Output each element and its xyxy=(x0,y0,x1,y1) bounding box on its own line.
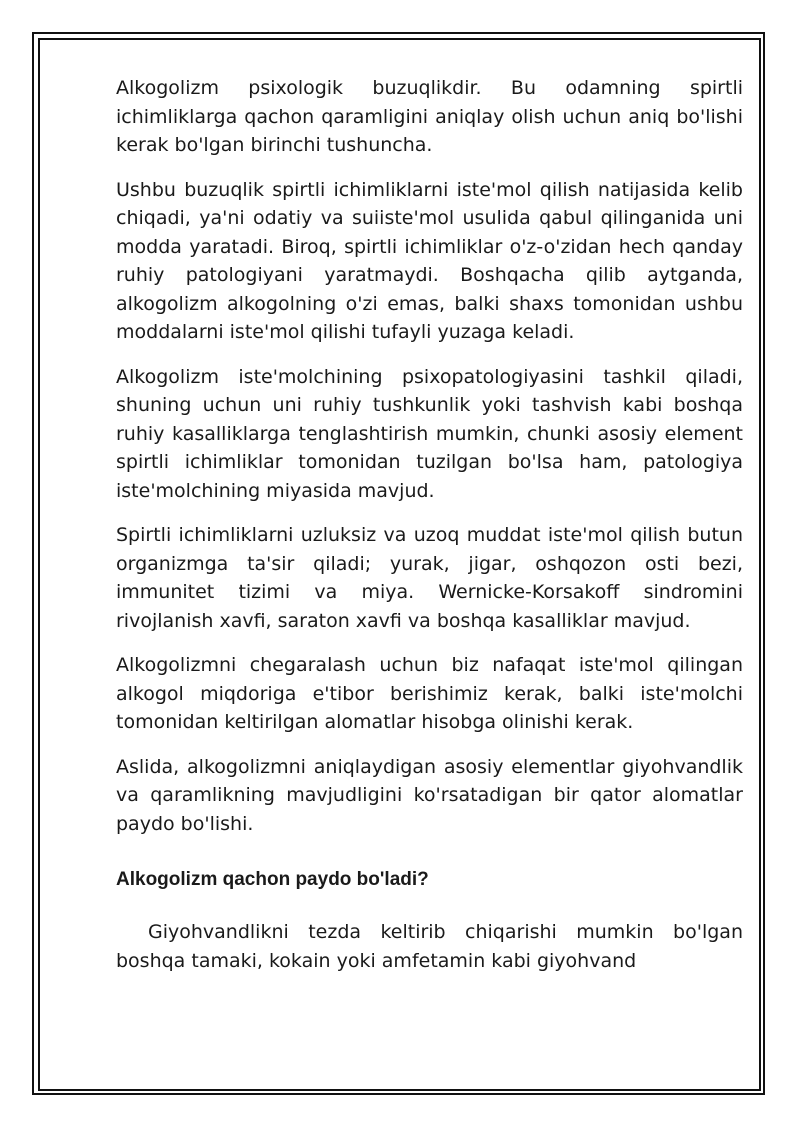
paragraph-7: Giyohvandlikni tezda keltirib chiqarishi mumkin bo'lgan boshqa tamaki, kokain yoki amfetamin kabi giyohvand xyxy=(116,921,743,972)
paragraph-6: Aslida, alkogolizmni aniqlaydigan asosiy elementlar giyohvandlik va qaramlikning mavjudligini ko'rsatadigan bir qator alomatlar paydo bo'lishi. xyxy=(116,755,743,835)
paragraph-4: Spirtli ichimliklarni uzluksiz va uzoq muddat iste'mol qilish butun organizmga ta'sir qiladi; yurak, jigar, oshqozon osti bezi, immunitet tizimi va miya. Wernicke-Korsakoff sindromini rivojlanish xavfi, saraton xavfi va boshqa kasalliklar mavjud. xyxy=(116,524,743,632)
section-heading: Alkogolizm qachon paydo bo'ladi? xyxy=(116,869,429,890)
document-body xyxy=(116,74,743,991)
paragraph-2: Ushbu buzuqlik spirtli ichimliklarni iste'mol qilish natijasida kelib chiqadi, ya'ni odatiy va suiiste'mol usulida qabul qilinganida uni modda yaratadi. Biroq, spirtli ichimliklar o'z-o'zidan hech qanday ruhiy patologiyani yaratmaydi. Boshqacha qilib aytganda, alkogolizm alkogolning o'zi emas, balki shaxs tomonidan ushbu moddalarni iste'mol qilishi tufayli yuzaga keladi. xyxy=(116,178,743,343)
paragraph-3: Alkogolizm iste'molchining psixopatologiyasini tashkil qiladi, shuning uchun uni ruhiy tushkunlik yoki tashvish kabi boshqa ruhiy kasalliklarga tenglashtirish mumkin, chunki asosiy element spirtli ichimliklar tomonidan tuzilgan bo'lsa ham, patologiya iste'molchining miyasida mavjud. xyxy=(116,365,743,502)
paragraph-1: Alkogolizm psixologik buzuqlikdir. Bu odamning spirtli ichimliklarga qachon qaramligini aniqlay olish uchun aniq bo'lishi kerak bo'lgan birinchi tushuncha. xyxy=(116,77,743,156)
paragraph-5: Alkogolizmni chegaralash uchun biz nafaqat iste'mol qilingan alkogol miqdoriga e'tibor berishimiz kerak, balki iste'molchi tomonidan keltirilgan alomatlar hisobga olinishi kerak. xyxy=(116,654,743,733)
